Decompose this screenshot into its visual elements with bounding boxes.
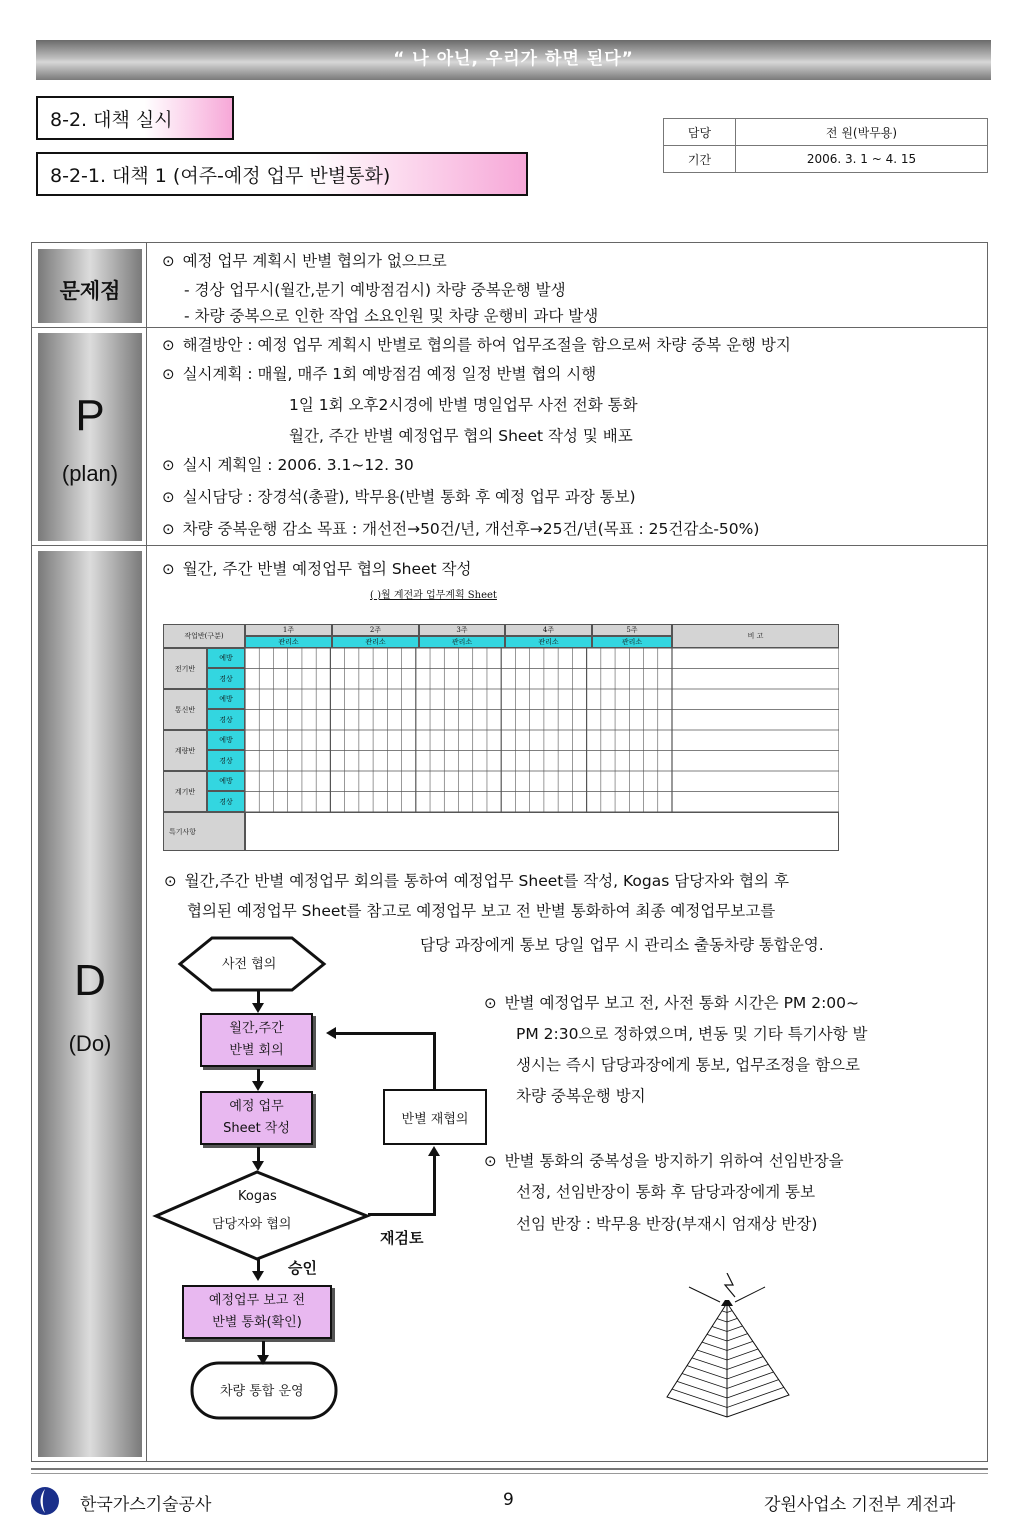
sheet-team: 전기반 [163,648,207,689]
plan-label [38,333,142,541]
plan-line: 1일 1회 오후2시경에 반별 명일업무 사전 전화 통화 [289,396,638,414]
plan-line: 월간, 주간 반별 예정업무 협의 Sheet 작성 및 배포 [289,427,633,445]
info-key: 담당 [664,119,736,146]
sheet-grid [245,648,839,812]
pyramid-icon [647,1273,807,1418]
page-number: 9 [503,1490,514,1510]
work-plan-sheet [163,624,839,851]
info-table [663,118,988,173]
do-label-small: (Do) [68,1031,112,1056]
section-title [36,96,234,140]
company-logo-icon [30,1486,60,1516]
sheet-subheader: 관리소 [332,636,419,648]
bullet-icon: ⊙ [162,488,175,506]
do-label-big: D [74,956,106,1005]
sheet-kind: 예방 [207,648,245,668]
do-note-line: 선정, 선임반장이 통화 후 담당과장에게 통보 [516,1183,816,1201]
sheet-subheader: 관리소 [592,636,672,648]
problem-line: ⊙ 예정 업무 계획시 반별 협의가 없으므로 [162,252,447,270]
subsection-title [36,152,528,196]
bullet-icon: ⊙ [164,872,177,890]
flow-review-label: 재검토 [380,1229,424,1247]
plan-line: ⊙ 실시 계획일 : 2006. 3.1~12. 30 [162,456,414,474]
sheet-kind: 경상 [207,750,245,771]
bullet-icon: ⊙ [162,456,175,474]
sheet-week: 5주 [592,624,672,636]
flow-step-recheck: 반별 재협의 [383,1089,487,1145]
plan-label-small: (plan) [61,461,119,486]
sheet-remark-header: 비 고 [672,624,839,648]
flowchart-shapes [152,933,532,1433]
bullet-icon: ⊙ [162,365,175,383]
sheet-heading: ⊙ 월간, 주간 반별 예정업무 협의 Sheet 작성 [162,560,472,578]
slogan-banner: “ 나 아닌, 우리가 하면 된다” [36,40,991,80]
sheet-week: 2주 [332,624,419,636]
info-row-owner [664,119,988,146]
sheet-kind: 경상 [207,791,245,812]
footer-divider [31,1468,988,1470]
sheet-kind: 예방 [207,771,245,791]
do-note-line: 차량 중복운행 방지 [516,1087,646,1105]
plan-line: ⊙ 실시담당 : 장경석(총괄), 박무용(반별 통화 후 예정 업무 과장 통보) [162,488,636,506]
sheet-special-area [245,812,839,851]
info-value: 전 원(박무용) [736,119,988,146]
do-label [38,551,142,1457]
bullet-icon: ⊙ [162,560,175,578]
do-desc-line: 협의된 예정업무 Sheet를 참고로 예정업무 보고 전 반별 통화하여 최종 예정업무보고를 [187,902,776,920]
sheet-caption: ( )월 계전과 업무계획 Sheet [370,590,497,601]
problem-label-text: 문제점 [59,279,121,303]
flow-step-pre-consult: 사전 협의 [222,957,277,972]
sheet-kind: 경상 [207,668,245,689]
problem-line: - 경상 업무시(월간,분기 예방점검시) 차량 중복운행 발생 [184,281,566,299]
plan-line: ⊙ 해결방안 : 예정 업무 계획시 반별로 협의를 하여 업무조절을 함으로써 차량 중복 운행 방지 [162,336,791,354]
bullet-icon: ⊙ [484,1152,497,1170]
sheet-week: 3주 [419,624,505,636]
sheet-kind: 예방 [207,689,245,709]
sheet-kind: 경상 [207,709,245,730]
do-note-line: ⊙ 반별 예정업무 보고 전, 사전 통화 시간은 PM 2:00~ [484,994,860,1012]
sheet-week: 1주 [245,624,332,636]
sheet-team: 통신반 [163,689,207,730]
plan-line: ⊙ 실시계획 : 매월, 매주 1회 예방점검 예정 일정 반별 협의 시행 [162,365,597,383]
sheet-kind: 예방 [207,730,245,750]
problem-line: - 차량 중복으로 인한 작업 소요인원 및 차량 운행비 과다 발생 [184,307,599,325]
info-value: 2006. 3. 1 ~ 4. 15 [736,146,988,173]
footer-divider [31,1473,988,1474]
plan-label-big: P [75,391,105,440]
info-row-period [664,146,988,173]
flow-step-meeting: 월간,주간 반별 회의 [200,1013,313,1067]
sheet-subheader: 관리소 [419,636,505,648]
info-key: 기간 [664,146,736,173]
section-title-text: 8-2. 대책 실시 [50,108,173,131]
do-note-line: ⊙ 반별 통화의 중복성을 방지하기 위하여 선임반장을 [484,1152,844,1170]
footer-company: 한국가스기술공사 [80,1495,212,1515]
bullet-icon: ⊙ [162,252,175,270]
bullet-icon: ⊙ [484,994,497,1012]
do-note-line: 생시는 즉시 담당과장에게 통보, 업무조정을 함으로 [516,1056,860,1074]
bullet-icon: ⊙ [162,336,175,354]
plan-line: ⊙ 차량 중복운행 감소 목표 : 개선전→50건/년, 개선후→25건/년(목표 : 25건감소-50%) [162,520,760,538]
main-table [31,242,988,1462]
flow-step-kogas-consult: 담당자와 협의 [212,1217,292,1232]
do-desc-line: 담당 과장에게 통보 당일 업무 시 관리소 출동차량 통합운영. [420,936,824,954]
flow-step-call: 예정업무 보고 전 반별 통화(확인) [182,1285,332,1339]
flow-approve-label: 승인 [288,1259,317,1277]
do-note-line: PM 2:30으로 정하였으며, 변동 및 기타 특기사항 발 [516,1025,868,1043]
do-note-line: 선임 반장 : 박무용 반장(부재시 엄재상 반장) [516,1215,818,1233]
flow-step-kogas: Kogas [238,1189,277,1204]
subsection-title-text: 8-2-1. 대책 1 (여주-예정 업무 반별통화) [50,164,391,187]
sheet-subheader: 관리소 [505,636,592,648]
flow-step-integrated: 차량 통합 운영 [220,1384,304,1399]
bullet-icon: ⊙ [162,520,175,538]
problem-label [38,249,142,323]
sheet-col-header: 작업반(구분) [163,624,245,648]
sheet-subheader: 관리소 [245,636,332,648]
sheet-week: 4주 [505,624,592,636]
flow-step-sheet: 예정 업무 Sheet 작성 [200,1091,313,1145]
footer-department: 강원사업소 기전부 계전과 [764,1495,956,1515]
sheet-special: 특기사항 [163,812,245,851]
do-desc-line: ⊙ 월간,주간 반별 예정업무 회의를 통하여 예정업무 Sheet를 작성, Kogas 담당자와 협의 후 [164,872,789,890]
sheet-team: 계량반 [163,730,207,771]
sheet-team: 계기반 [163,771,207,812]
